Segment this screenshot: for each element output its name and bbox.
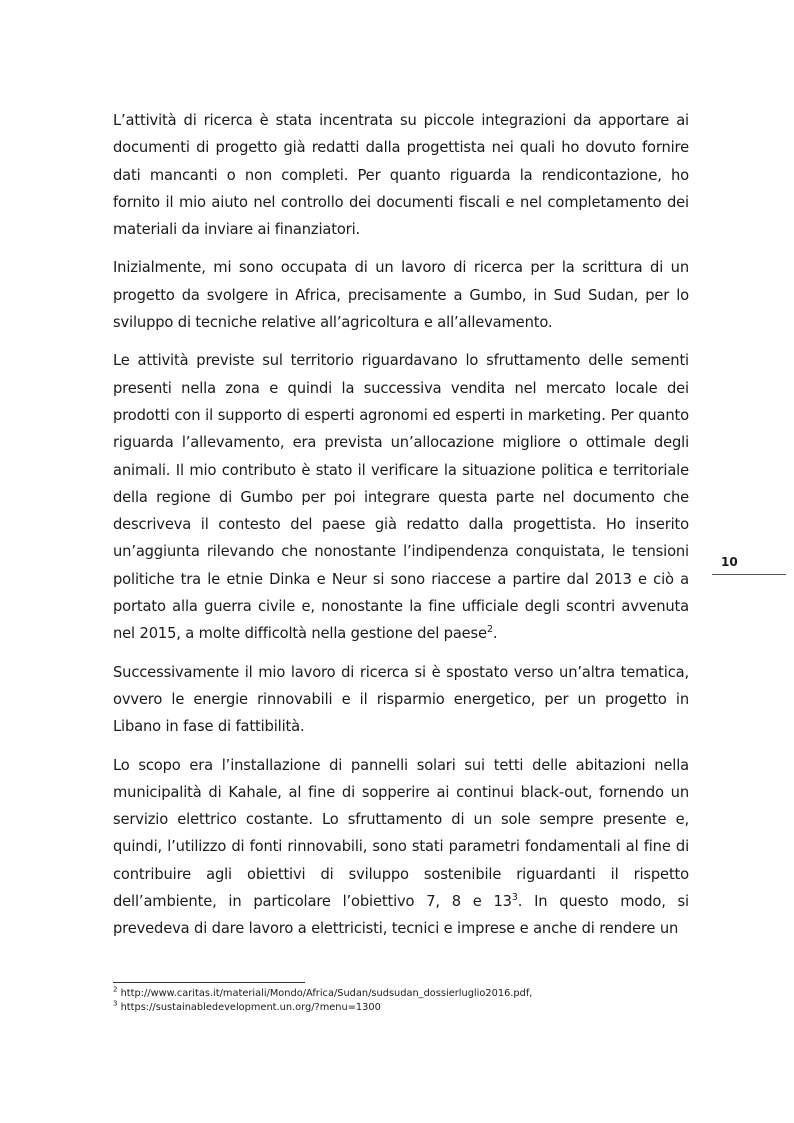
paragraph-text-continued: . In questo modo, si prevedeva di dare lavoro a elettricisti, tecnici e imprese e anche di rendere un [113, 893, 689, 938]
body-text [113, 107, 689, 954]
footnote-mark: 2 [113, 985, 118, 994]
footnote-reference: 2 [486, 624, 493, 636]
paragraph: Inizialmente, mi sono occupata di un lavoro di ricerca per la scrittura di un progetto da svolgere in Africa, precisamente a Gumbo, in Sud Sudan, per lo sviluppo di tecniche relative all’agricoltura e all’allevamento. [113, 259, 689, 332]
paragraph-text: Le attività previste sul territorio riguardavano lo sfruttamento delle sementi presenti nella zona e quindi la successiva vendita nel mercato locale dei prodotti con il supporto di esperti agronomi ed esperti in marketing. Per quanto riguarda l’allevamento, era prevista un’allocazione migliore o ottimale degli animali. Il mio contributo è stato il verificare la situazione politica e territoriale della regione di Gumbo per poi integrare questa parte nel documento che descriveva il contesto del paese già redatto dalla progettista. Ho inserito un’aggiunta rilevando che nonostante l’indipendenza conquistata, le tensioni politiche tra le etnie Dinka e Neur si sono riaccese a partire dal 2013 e ciò a portato alla guerra civile e, nonostante la fine ufficiale degli scontri avvenuta nel 2015, a molte difficoltà nella gestione del paese [113, 352, 689, 643]
paragraph [113, 752, 689, 943]
paragraph-text: Lo scopo era l’installazione di pannelli solari sui tetti delle abitazioni nella municipalità di Kahale, al fine di sopperire ai continui black-out, fornendo un servizio elettrico costante. Lo sfruttamento di un sole sempre presente e, quindi, l’utilizzo di fonti rinnovabili, sono stati parametri fondamentali al fine di contribuire agli obiettivi di sviluppo sostenibile riguardanti il rispetto dell’ambiente, in particolare l’obiettivo 7, 8 e 13 [113, 756, 689, 911]
footnote-mark: 3 [113, 999, 118, 1008]
footnote [113, 987, 693, 1001]
page-number-rule [712, 574, 786, 575]
footnote-separator [113, 982, 305, 983]
paragraph [113, 347, 689, 647]
footnote-link[interactable]: http://www.caritas.it/materiali/Mondo/Africa/Sudan/sudsudan_dossierluglio2016.pdf, [120, 988, 533, 999]
footnotes [113, 987, 693, 1015]
footnote-link[interactable]: https://sustainabledevelopment.un.org/?menu=1300 [120, 1002, 381, 1013]
footnote [113, 1001, 693, 1015]
page-number: 10 [721, 555, 738, 569]
paragraph: L’attività di ricerca è stata incentrata su piccole integrazioni da apportare ai documenti di progetto già redatti dalla progettista nei quali ho dovuto fornire dati mancanti o non completi. Per quanto riguarda la rendicontazione, ho fornito il mio aiuto nel controllo dei documenti fiscali e nel completamento dei materiali da inviare ai finanziatori. [113, 112, 689, 239]
paragraph-end: . [492, 625, 498, 643]
paragraph: Successivamente il mio lavoro di ricerca si è spostato verso un’altra tematica, ovvero le energie rinnovabili e il risparmio energetico, per un progetto in Libano in fase di fattibilità. [113, 663, 689, 736]
footnote-reference: 3 [511, 892, 518, 904]
